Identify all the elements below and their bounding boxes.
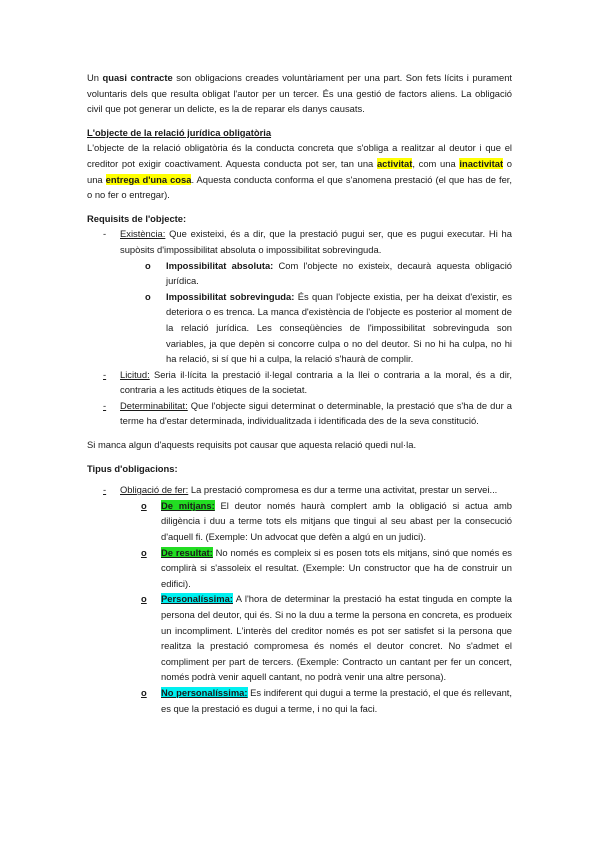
sub-item-text: Com l'objecte no existeix, decaurà aquesta obligació jurídica.	[166, 259, 512, 287]
licitud-label: Licitud:	[120, 368, 150, 380]
highlight-inactivitat: inactivitat	[459, 157, 504, 169]
sub-item-label: Impossibilitat sobrevinguda:	[166, 290, 295, 302]
section-heading-objecte: L'objecte de la relació jurídica obligatòria	[87, 126, 272, 138]
dash-bullet: -	[103, 484, 107, 496]
list-item-determinabilitat	[87, 398, 512, 429]
sub-item-impossibilitat-sobrevinguda	[145, 289, 512, 367]
objecte-text-4: . Aquesta conducta conforma el que s'anomena prestació (el que has de fer, o no fer o entregar).	[87, 173, 512, 201]
highlight-entrega: entrega d'una cosa	[105, 173, 192, 185]
obligacio-de-fer-label: Obligació de fer:	[120, 484, 189, 496]
requisits-closing: Si manca algun d'aquests requisits pot causar que aquesta relació quedi nul·la.	[87, 439, 417, 451]
existencia-label: Existència:	[120, 228, 166, 240]
highlight-personalissima: Personalíssima:	[161, 593, 233, 605]
list-item-existencia	[87, 226, 512, 257]
determinabilitat-label: Determinabilitat:	[120, 399, 188, 411]
highlight-no-personalissima: No personalíssima:	[161, 686, 248, 698]
dash-bullet: -	[103, 399, 107, 411]
highlight-de-mitjans: De mitjans:	[161, 499, 215, 511]
circle-bullet-icon: o	[145, 259, 151, 271]
dash-bullet: -	[103, 368, 107, 380]
section-heading-requisits: Requisits de l'objecte:	[87, 212, 187, 224]
objecte-text-2: , com una	[412, 157, 456, 169]
licitud-text: Seria il·lícita la prestació il·legal contraria a la llei o contraria a la moral, és a dir, contraria a les actituds ètiques de la societat.	[120, 368, 512, 396]
sub-item-label: Impossibilitat absoluta:	[166, 259, 274, 271]
intro-bold-term: quasi contracte	[102, 72, 173, 83]
highlight-de-resultat: De resultat:	[161, 546, 213, 558]
sub-item-impossibilitat-absoluta	[145, 258, 512, 289]
sub-item-text: Es indiferent qui dugui a terme la prestació, el que és rellevant, es que la prestació es dugui a terme, i no qui la faci.	[161, 686, 512, 714]
highlight-activitat: activitat	[376, 157, 413, 169]
circle-bullet-icon: o	[141, 686, 147, 698]
sub-item-de-mitjans	[141, 498, 512, 545]
obligacio-de-fer-text: La prestació compromesa es dur a terme una activitat, prestar un servei...	[188, 484, 498, 496]
sub-item-text: És quan l'objecte existia, per ha deixat d'existir, es deteriora o es trenca. La manca d'existència de l'objecte es posterior al moment de la relació jurídica. Les conseqüències de l'impossibilitat sobrevinguda son variables, ja que depèn si concorre culpa o no del deutor. Si no hi ha culpa, no hi ha relació, si sí que hi a culpa, la relació s'haurà de complir.	[166, 290, 512, 365]
circle-bullet-icon: o	[141, 546, 147, 558]
objecte-text-1: L'objecte de la relació obligatòria és la conducta concreta que s'obliga a realitzar al deutor i que el creditor pot exigir coactivament. Aquesta conducta pot ser, tan una	[87, 142, 512, 169]
objecte-text-3: o una	[87, 157, 513, 185]
circle-bullet-icon: o	[141, 499, 147, 511]
obligacio-de-fer-sub-list	[141, 498, 512, 716]
section-heading-tipus: Tipus d'obligacions:	[87, 462, 178, 474]
determinabilitat-text: Que l'objecte sigui determinat o determinable, la prestació que s'ha de dur a terme ha d'estar determinada, individualitzada i identificada des de la seva constitució.	[120, 399, 512, 427]
objecte-paragraph	[87, 140, 512, 202]
intro-paragraph	[87, 70, 512, 117]
sub-item-personalissima	[141, 591, 512, 685]
sub-item-text: A l'hora de determinar la prestació ha estat tinguda en compte la persona del deutor, qui és. Si no la duu a terme la persona en concreta, es produeix un incompliment. L'interès del creditor només es pot ser satisfet si la persona que realitza la prestació compromesa és només el deutor concret. No s'admet el compliment per part de tercers. (Exemple: Contracto un cantant per fer un concert, només podrà venir aquell cantant, no podrà venir una altre persona).	[161, 593, 512, 683]
existencia-text: Que existeixi, és a dir, que la prestació pugui ser, que es pugui executar. Hi ha supòsits d'impossibilitat absoluta o impossibilitat sobrevinguda.	[120, 228, 512, 255]
list-item-licitud	[87, 367, 512, 398]
circle-bullet-icon: o	[145, 290, 151, 302]
sub-item-text: El deutor només haurà complert amb la obligació si actua amb diligència i duu a terme tots els mitjans que tingui al seu abast per la consecució d'aquell fi. (Exemple: Un advocat que defèn a algú en un judici).	[161, 499, 512, 543]
sub-item-de-resultat	[141, 545, 512, 592]
existencia-sub-list	[145, 258, 512, 367]
circle-bullet-icon: o	[141, 593, 147, 605]
sub-item-no-personalissima	[141, 685, 512, 716]
list-item-obligacio-de-fer	[87, 482, 512, 498]
intro-text: son obligacions creades voluntàriament per una part. Son fets lícits i purament voluntaris dels que resulta obligat l'autor per un tercer. És una gestió de factors aliens. La obligació civil que pot generar un delicte, es la de reparar els danys causats.	[87, 72, 513, 115]
sub-item-text: No només es compleix si es posen tots els mitjans, sinó que només es complirà si s'assoleix el resultat. (Exemple: Un constructor que ha de construir un edifici).	[161, 546, 512, 589]
dash-bullet: -	[103, 228, 107, 240]
intro-first-word: Un	[87, 72, 99, 83]
